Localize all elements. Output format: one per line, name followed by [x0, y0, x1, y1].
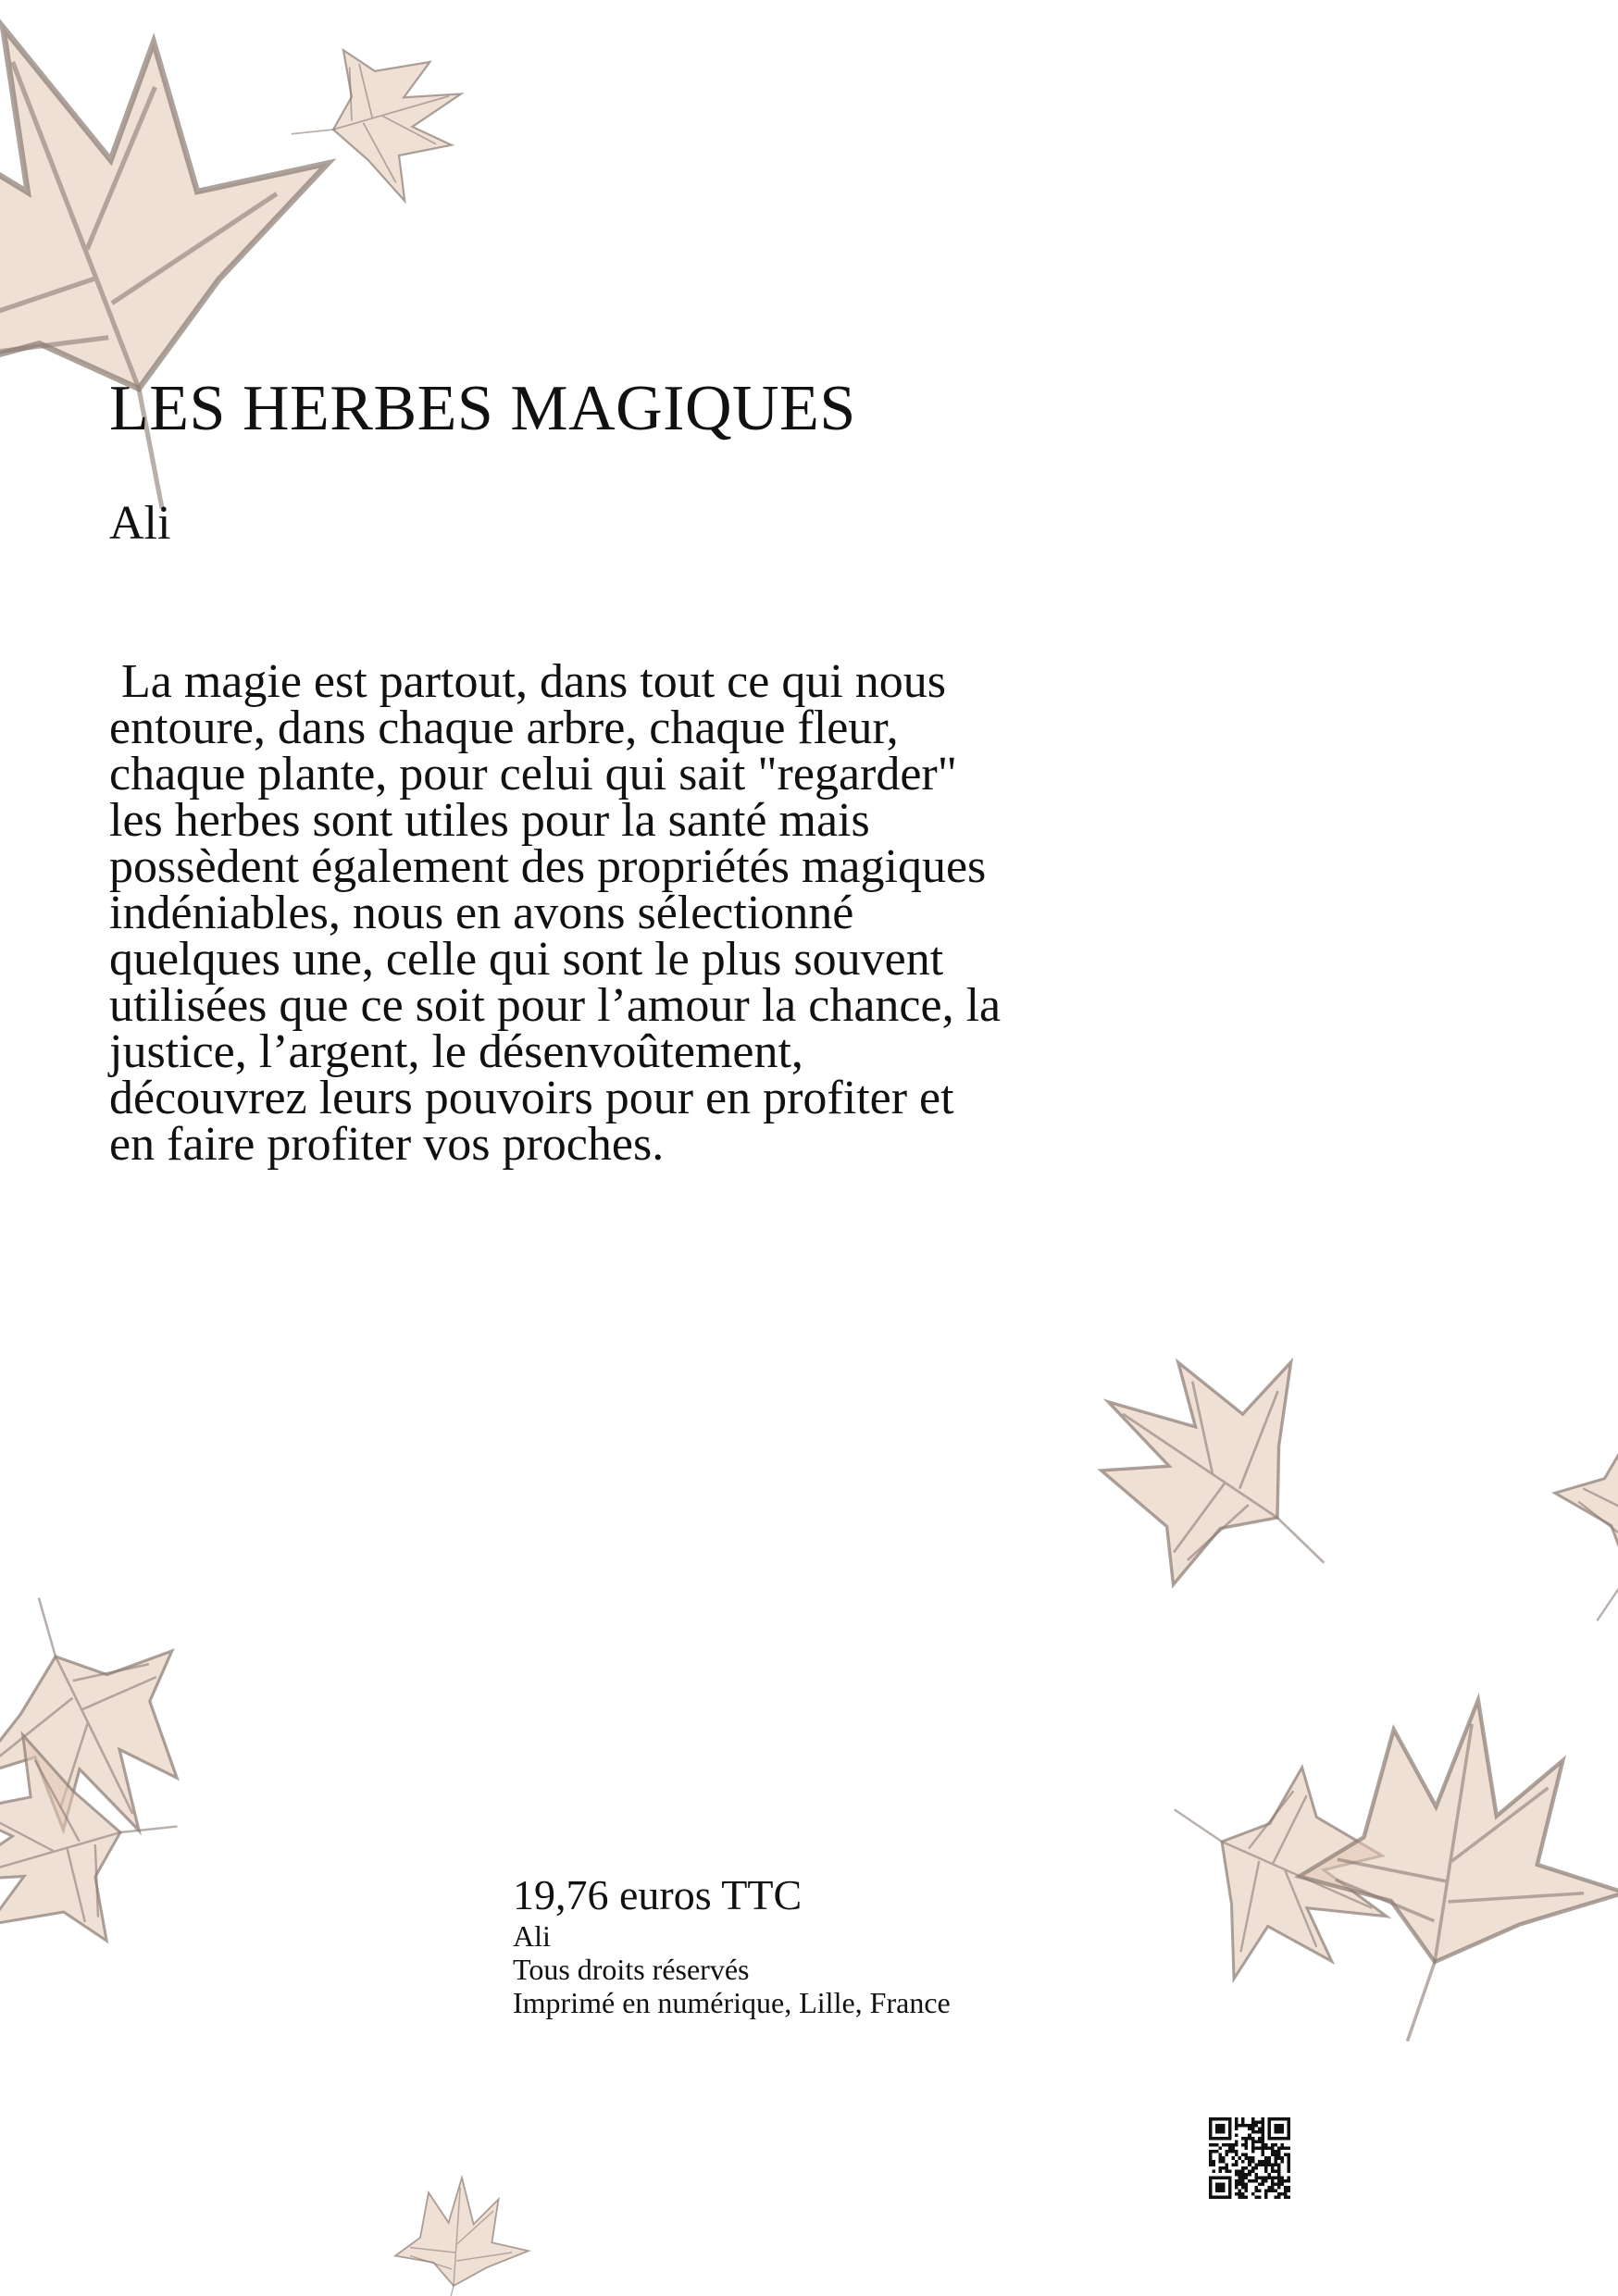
price-label: 19,76 euros TTC — [513, 1871, 803, 1918]
leaf-right-1 — [1045, 1293, 1402, 1644]
imprint-author: Ali — [513, 1919, 551, 1953]
printing-info: Imprimé en numérique, Lille, France — [513, 1986, 951, 2019]
leaf-bottom-right — [1286, 1686, 1618, 2059]
leaf-top-small — [270, 18, 489, 230]
qr-code — [1209, 2117, 1290, 2199]
leaf-right-2 — [1519, 1371, 1618, 1669]
imprint-block — [513, 1871, 951, 2019]
leaf-bottom-edge — [395, 2178, 529, 2296]
book-title: LES HERBES MAGIQUES — [109, 373, 856, 444]
author-name: Ali — [109, 497, 171, 550]
back-cover-blurb: La magie est partout, dans tout ce qui nous entoure, dans chaque arbre, chaque fleur, chaque plante, pour celui qui sait "regarder" les herbes sont utiles pour la santé mais possèdent également des propriétés magiques indéniables, nous en avons sélectionné quelques une, celle qui sont le plus souvent utilisées que ce soit pour l’amour la chance, la justice, l’argent, le désenvoûtement, découvrez leurs pouvoirs pour en profiter et en faire profiter vos proches. — [109, 655, 1002, 1171]
rights-notice: Tous droits réservés — [513, 1953, 750, 1986]
